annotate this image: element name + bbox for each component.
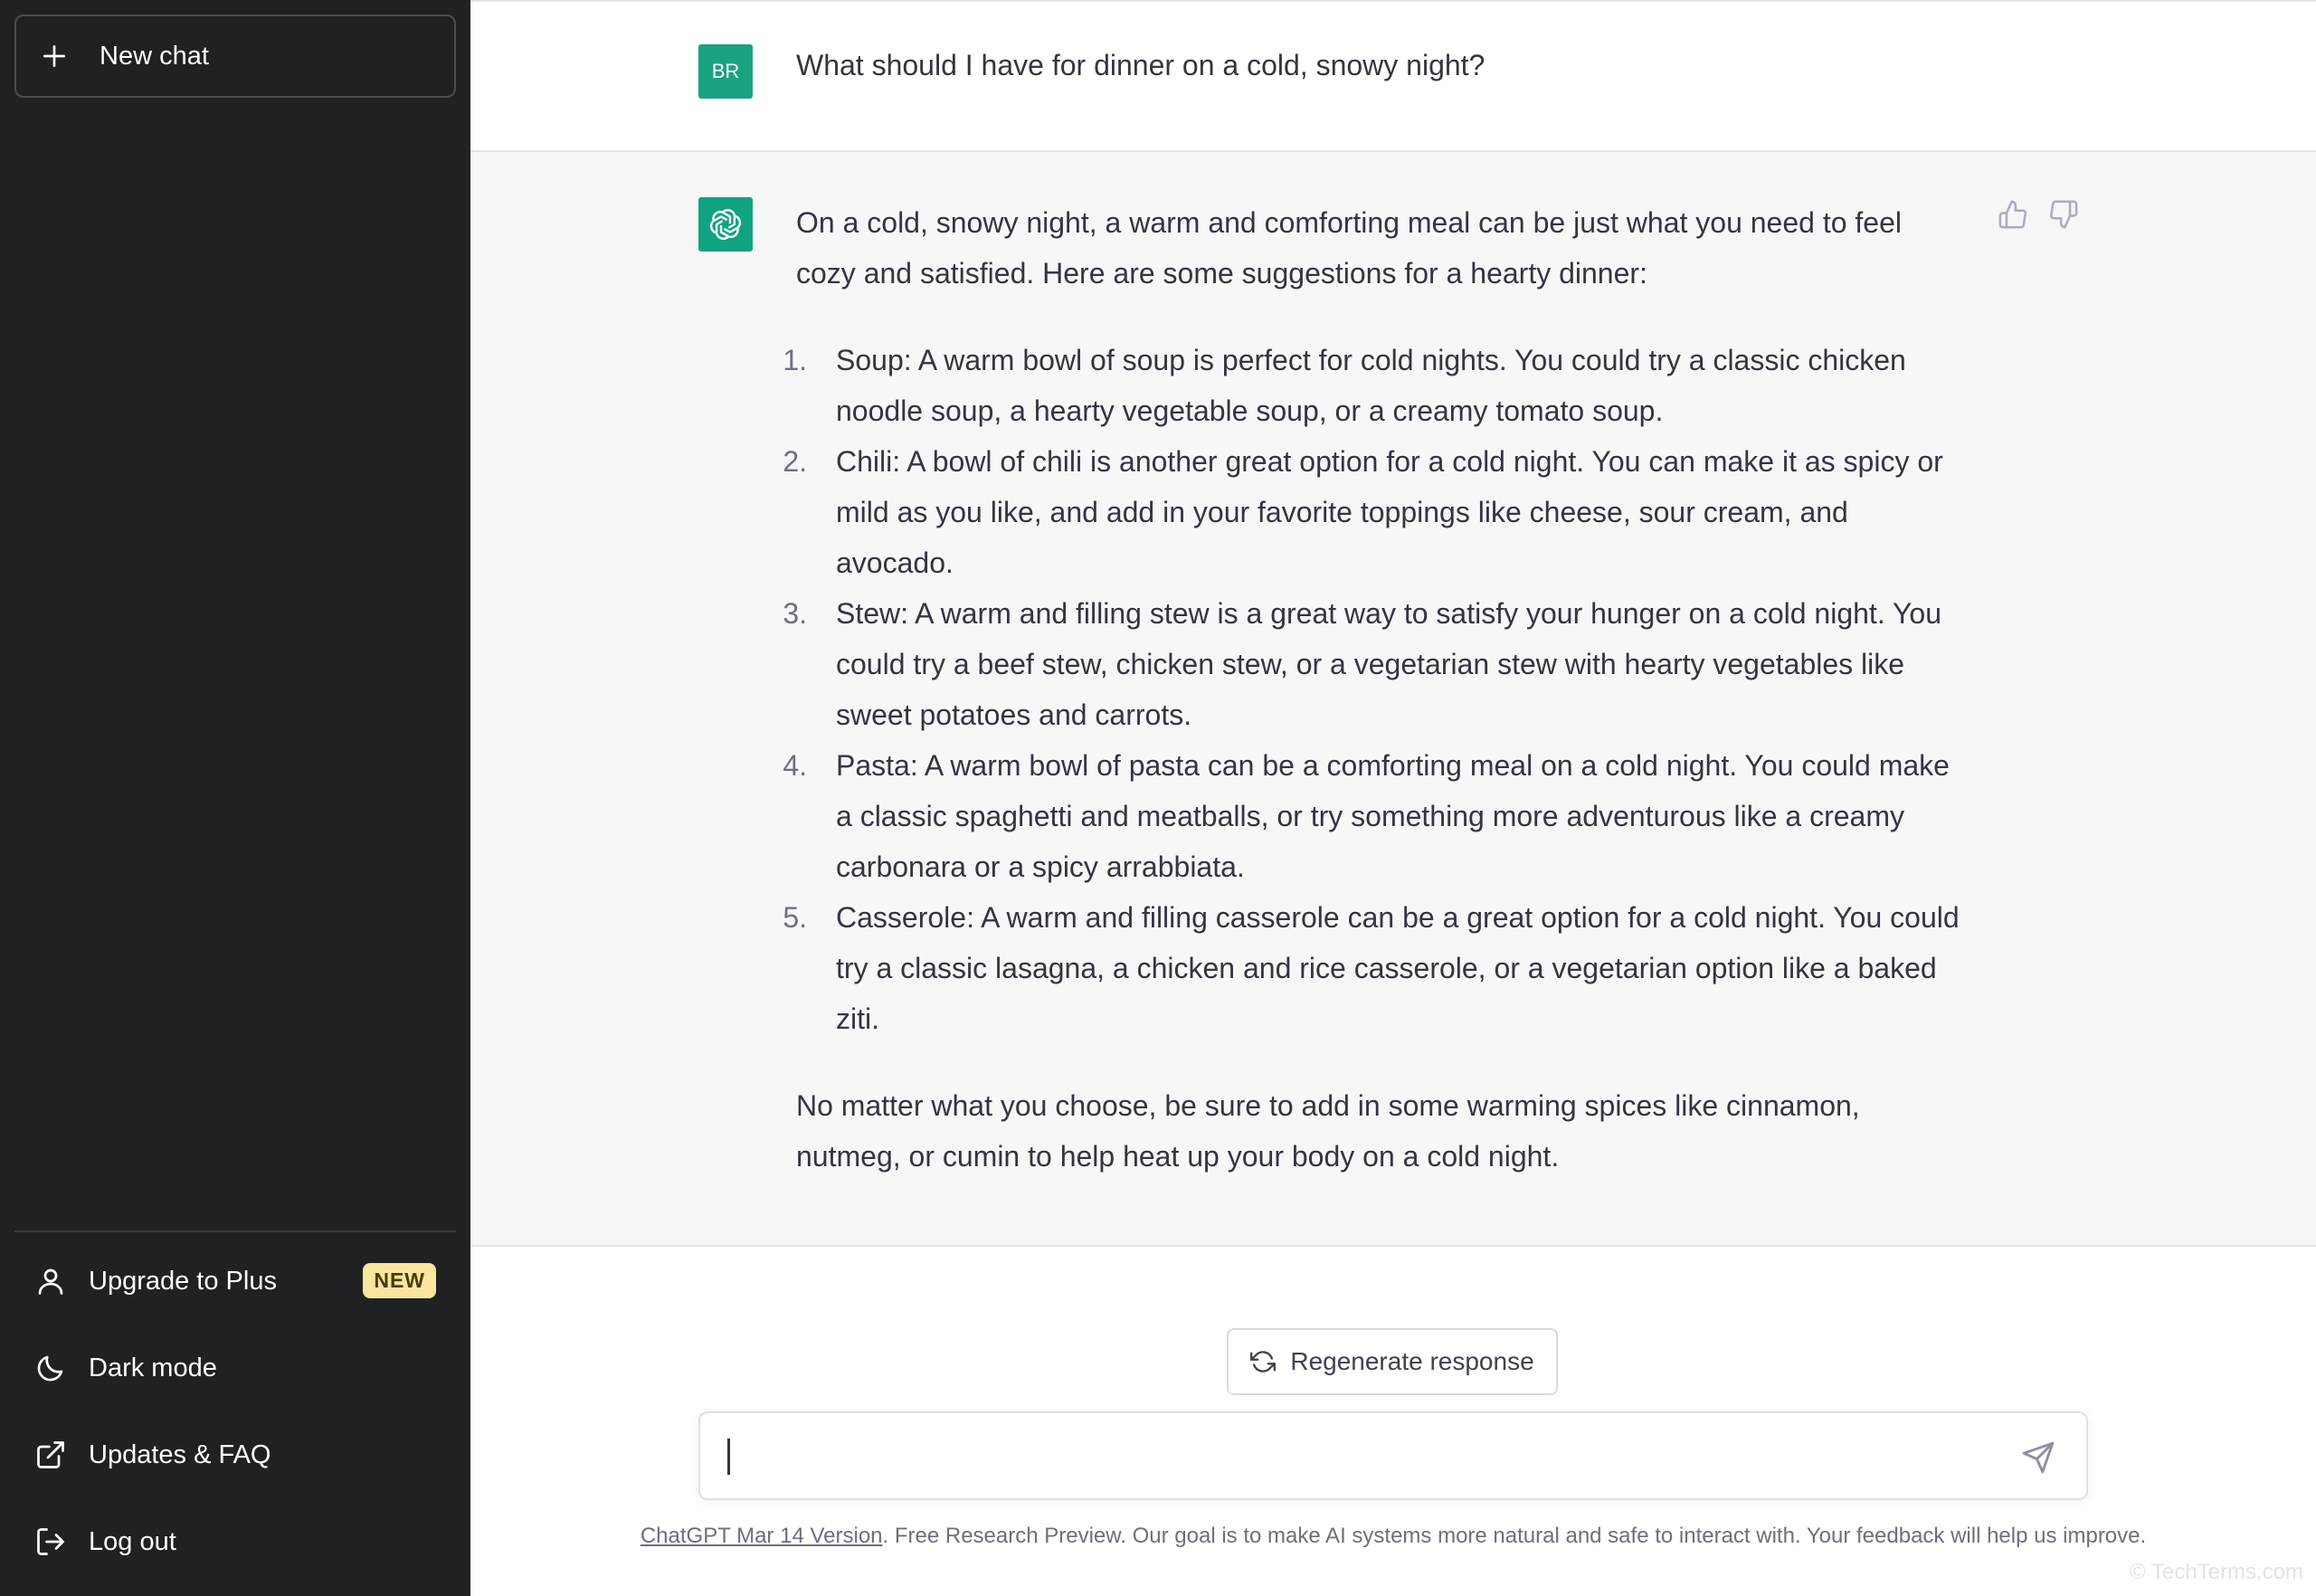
- sidebar-divider: [14, 1230, 456, 1232]
- version-link[interactable]: ChatGPT Mar 14 Version: [640, 1524, 883, 1548]
- assistant-message: [783, 197, 1963, 1182]
- list-text: Stew: A warm and filling stew is a great way to satisfy your hunger on a cold night. You could try a beef stew, chicken stew, or a vegetarian stew with hearty vegetables like sweet potatoes and carrots.: [836, 597, 1942, 731]
- list-number: 1.: [783, 344, 807, 376]
- plus-icon: [40, 42, 69, 71]
- list-text: Soup: A warm bowl of soup is perfect for cold nights. You could try a classic chicken noodle soup, a hearty vegetable soup, or a creamy tomato soup.: [836, 344, 1906, 427]
- list-text: Casserole: A warm and filling casserole can be a great option for a cold night. You could try a classic lasagna, a chicken and rice casserole, or a vegetarian option like a baked ziti.: [836, 901, 1960, 1035]
- updates-label: Updates & FAQ: [89, 1439, 271, 1469]
- refresh-icon: [1250, 1349, 1276, 1374]
- send-icon[interactable]: [2021, 1440, 2055, 1475]
- assistant-message-row: [470, 152, 2316, 1247]
- upgrade-to-plus-button[interactable]: [14, 1245, 456, 1317]
- log-out-label: Log out: [89, 1526, 176, 1556]
- thumbs-up-icon[interactable]: [1998, 199, 2028, 230]
- dark-mode-button[interactable]: [14, 1332, 456, 1404]
- list-item: [783, 436, 1963, 588]
- feedback-buttons: [1998, 199, 2079, 230]
- updates-faq-link[interactable]: [14, 1419, 456, 1491]
- dark-mode-label: Dark mode: [89, 1353, 217, 1382]
- regenerate-label: Regenerate response: [1290, 1347, 1534, 1375]
- regenerate-response-button[interactable]: [1227, 1328, 1558, 1395]
- new-chat-button[interactable]: [14, 14, 456, 98]
- suggestion-list: [783, 335, 1963, 1044]
- chat-main: [470, 0, 2316, 1596]
- moon-icon: [34, 1352, 67, 1384]
- disclaimer-text: . Free Research Preview. Our goal is to make AI systems more natural and safe to interact with. Your feedback will help us improve.: [882, 1524, 2147, 1548]
- list-text: Pasta: A warm bowl of pasta can be a comforting meal on a cold night. You could make a classic spaghetti and meatballs, or try something more adventurous like a creamy carbonara or a spicy arrabbiata.: [836, 749, 1950, 883]
- thumbs-down-icon[interactable]: [2048, 199, 2079, 230]
- user-message: What should I have for dinner on a cold, snowy night?: [796, 49, 1485, 81]
- sidebar: [0, 0, 470, 1596]
- user-icon: [34, 1265, 67, 1297]
- text-cursor: [727, 1439, 730, 1475]
- list-item: [783, 588, 1963, 740]
- assistant-intro: On a cold, snowy night, a warm and comforting meal can be just what you need to feel cozy and satisfied. Here are some suggestions for a hearty dinner:: [796, 206, 1902, 290]
- user-message-row: [470, 2, 2316, 152]
- openai-logo-icon: [706, 204, 745, 244]
- list-number: 4.: [783, 749, 807, 782]
- message-composer[interactable]: [698, 1411, 2088, 1500]
- logout-icon: [34, 1525, 67, 1558]
- new-badge: NEW: [363, 1263, 436, 1298]
- watermark: © TechTerms.com: [2130, 1560, 2303, 1584]
- list-item: [783, 740, 1963, 892]
- new-chat-label: New chat: [100, 41, 209, 71]
- list-item: [783, 892, 1963, 1044]
- user-avatar: BR: [698, 44, 753, 99]
- list-number: 5.: [783, 901, 807, 934]
- list-item: [783, 335, 1963, 436]
- upgrade-label: Upgrade to Plus: [89, 1266, 277, 1296]
- external-link-icon: [34, 1439, 67, 1471]
- log-out-button[interactable]: [14, 1506, 456, 1578]
- message-input[interactable]: [735, 1431, 1983, 1482]
- footer-disclaimer: [470, 1524, 2316, 1549]
- assistant-outro: No matter what you choose, be sure to add in some warming spices like cinnamon, nutmeg, or cumin to help heat up your body on a cold night.: [796, 1089, 1860, 1173]
- list-number: 2.: [783, 445, 807, 478]
- assistant-avatar: [698, 197, 753, 252]
- list-text: Chili: A bowl of chili is another great option for a cold night. You can make it as spicy or mild as you like, and add in your favorite toppings like cheese, sour cream, and avocado.: [836, 445, 1943, 579]
- list-number: 3.: [783, 597, 807, 630]
